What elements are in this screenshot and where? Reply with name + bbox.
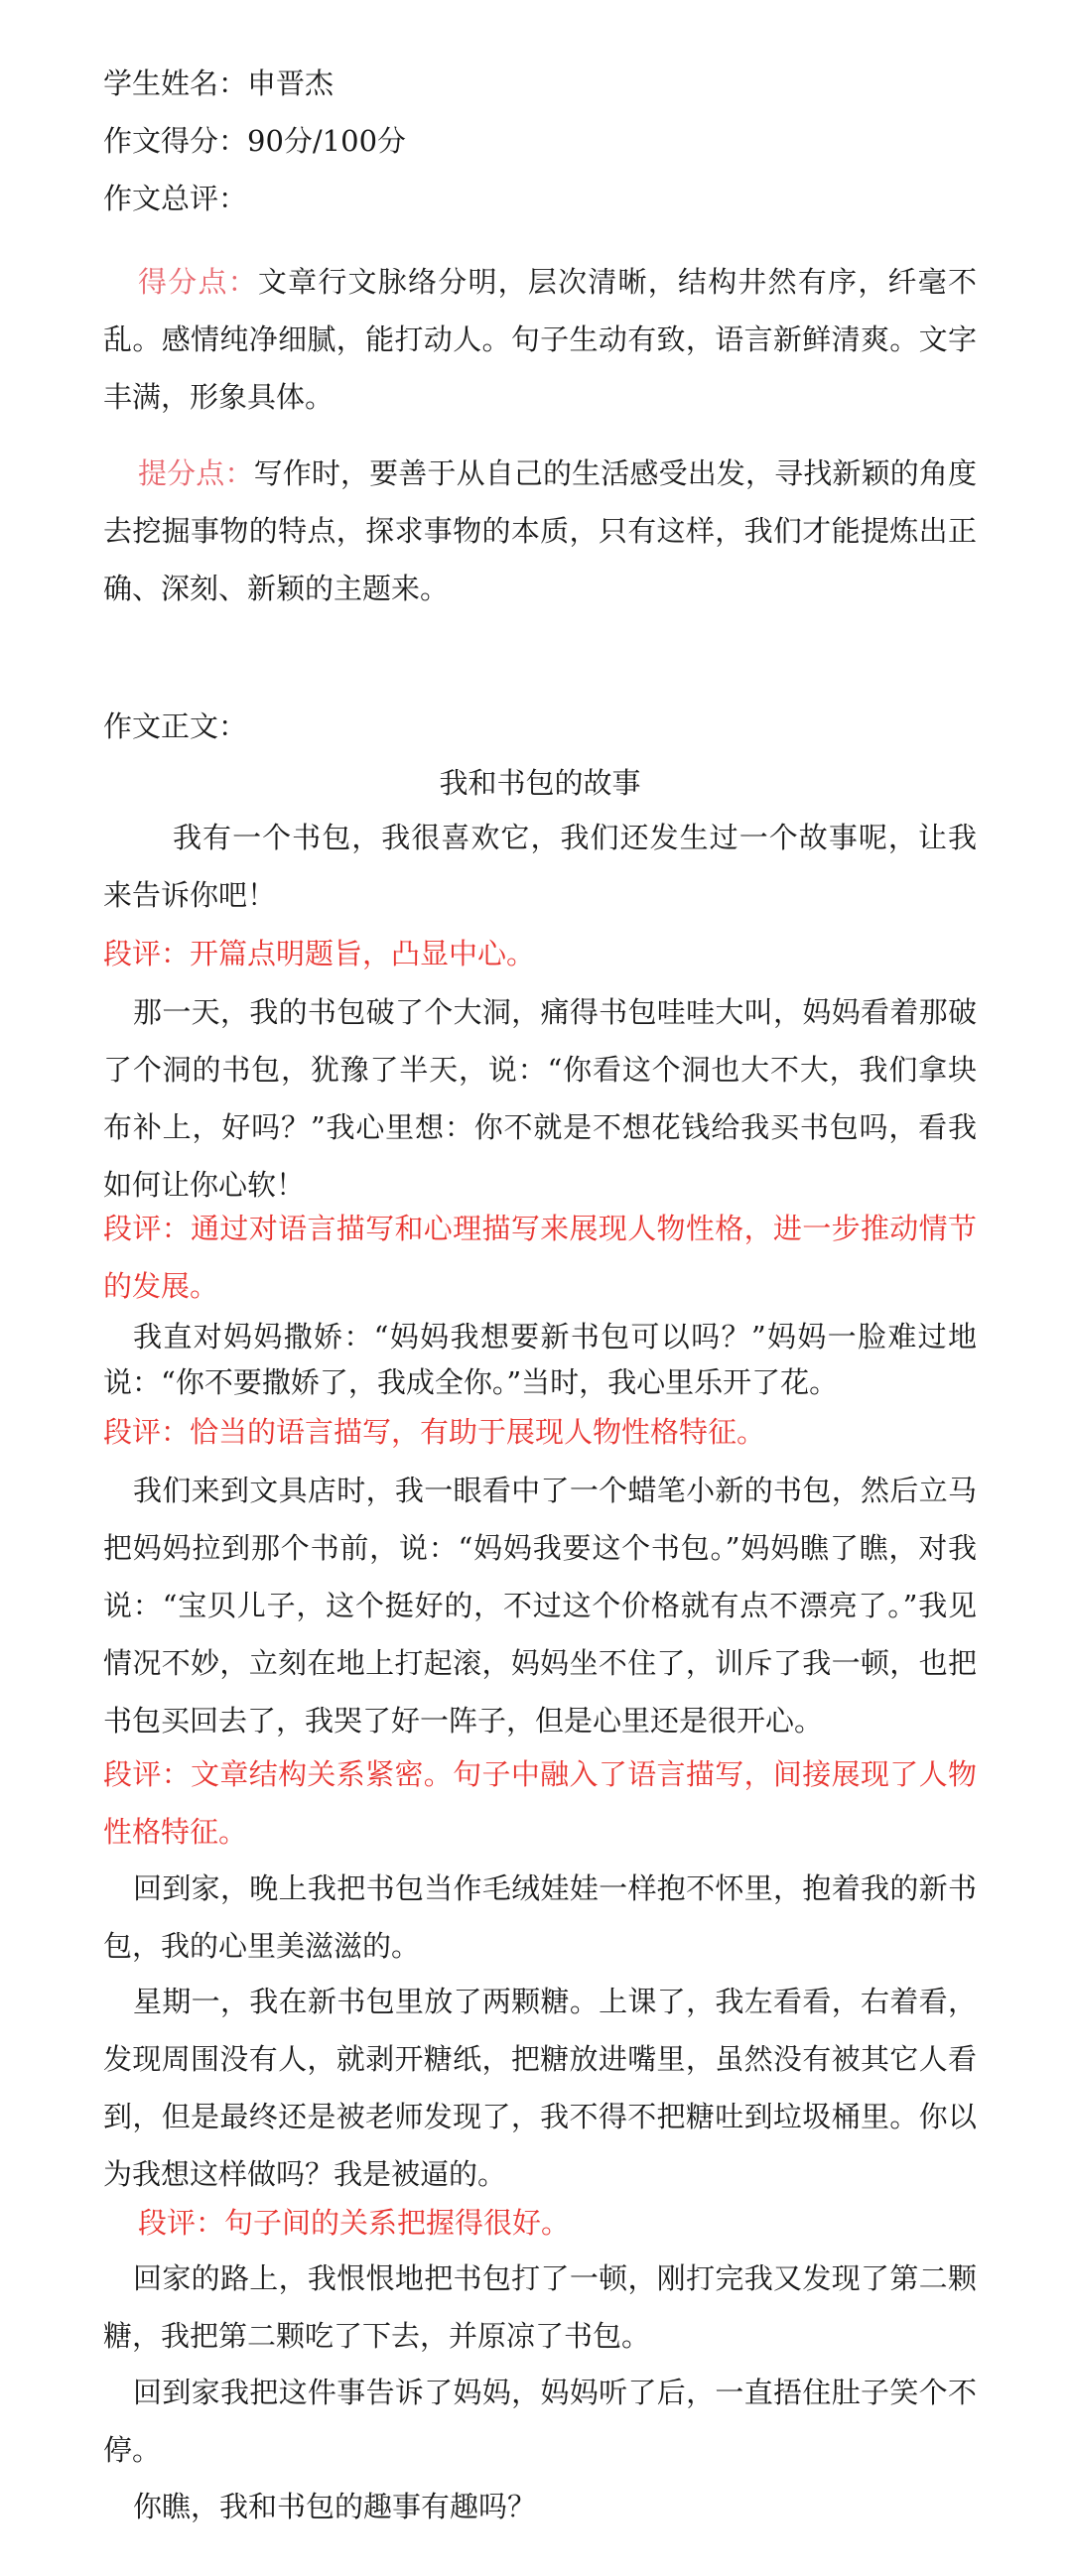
- essay-score: 作文得分：90分/100分: [103, 124, 407, 158]
- minus-points-label: 提分点：: [138, 456, 254, 490]
- essay-paragraph-4: 我们来到文具店时，我一眼看中了一个蜡笔小新的书包，然后立马把妈妈拉到那个书前，说：“妈妈我要这个书包。”妈妈瞧了瞧，对我说：“宝贝儿子，这个挺好的，不过这个价格就有点不漂亮了。”我见情况不妙，立刻在地上打起滚，妈妈坐不住了，训斥了我一顿，也把书包买回去了，我哭了好一阵子，但是心里还是很开心。: [103, 1474, 977, 1738]
- essay-paragraph-2: 那一天，我的书包破了个大洞，痛得书包哇哇大叫，妈妈看着那破了个洞的书包，犹豫了半天，说：“你看这个洞也大不大，我们拿块布补上，好吗？”我心里想：你不就是不想花钱给我买书包吗，看我如何让你心软！: [103, 995, 977, 1202]
- essay-title: 我和书包的故事: [439, 766, 641, 800]
- overall-review-label: 作文总评：: [103, 182, 248, 215]
- essay-paragraph-8: 回到家我把这件事告诉了妈妈，妈妈听了后，一直捂住肚子笑个不停。: [103, 2376, 977, 2467]
- essay-body-label: 作文正文：: [103, 709, 248, 743]
- plus-points-label: 得分点：: [138, 265, 258, 299]
- minus-points-text: 写作时，要善于从自己的生活感受出发，寻找新颖的角度去挖掘事物的特点，探求事物的本质，只有这样，我们才能提炼出正确、深刻、新颖的主题来。: [103, 456, 977, 605]
- plus-points: [103, 253, 977, 426]
- student-name: 学生姓名：申晋杰: [103, 66, 335, 100]
- essay-paragraph-7: 回家的路上，我恨恨地把书包打了一顿，刚打完我又发现了第二颗糖，我把第二颗吃了下去，并原凉了书包。: [103, 2261, 977, 2353]
- essay-paragraph-9: 你瞧，我和书包的趣事有趣吗？: [133, 2490, 537, 2523]
- paragraph-comment-1: 段评：开篇点明题旨，凸显中心。: [103, 937, 536, 970]
- paragraph-comment-2: 段评：通过对语言描写和心理描写来展现人物性格，进一步推动情节的发展。: [103, 1212, 977, 1303]
- paragraph-comment-3: 段评：恰当的语言描写，有助于展现人物性格特征。: [103, 1415, 766, 1449]
- essay-paragraph-6: 星期一，我在新书包里放了两颗糖。上课了，我左看看，右着看，发现周围没有人，就剥开糖纸，把糖放进嘴里，虽然没有被其它人看到，但是最终还是被老师发现了，我不得不把糖吐到垃圾桶里。你以为我想这样做吗？我是被逼的。: [103, 1985, 977, 2191]
- minus-points: [103, 445, 977, 617]
- plus-points-text: 文章行文脉络分明，层次清晰，结构井然有序，纤毫不乱。感情纯净细腻，能打动人。句子生动有致，语言新鲜清爽。文字丰满，形象具体。: [103, 265, 977, 414]
- essay-paragraph-1: 我有一个书包，我很喜欢它，我们还发生过一个故事呢，让我来告诉你吧！: [103, 821, 977, 912]
- paragraph-comment-5: 段评：句子间的关系把握得很好。: [138, 2206, 571, 2240]
- paragraph-comment-4: 段评：文章结构关系紧密。句子中融入了语言描写，间接展现了人物性格特征。: [103, 1757, 977, 1849]
- essay-paragraph-5: 回到家，晚上我把书包当作毛绒娃娃一样抱不怀里，抱着我的新书包，我的心里美滋滋的。: [103, 1871, 977, 1963]
- essay-paragraph-3: 我直对妈妈撒娇：“妈妈我想要新书包可以吗？”妈妈一脸难过地说：“你不要撒娇了，我成全你。”当时，我心里乐开了花。: [103, 1320, 977, 1399]
